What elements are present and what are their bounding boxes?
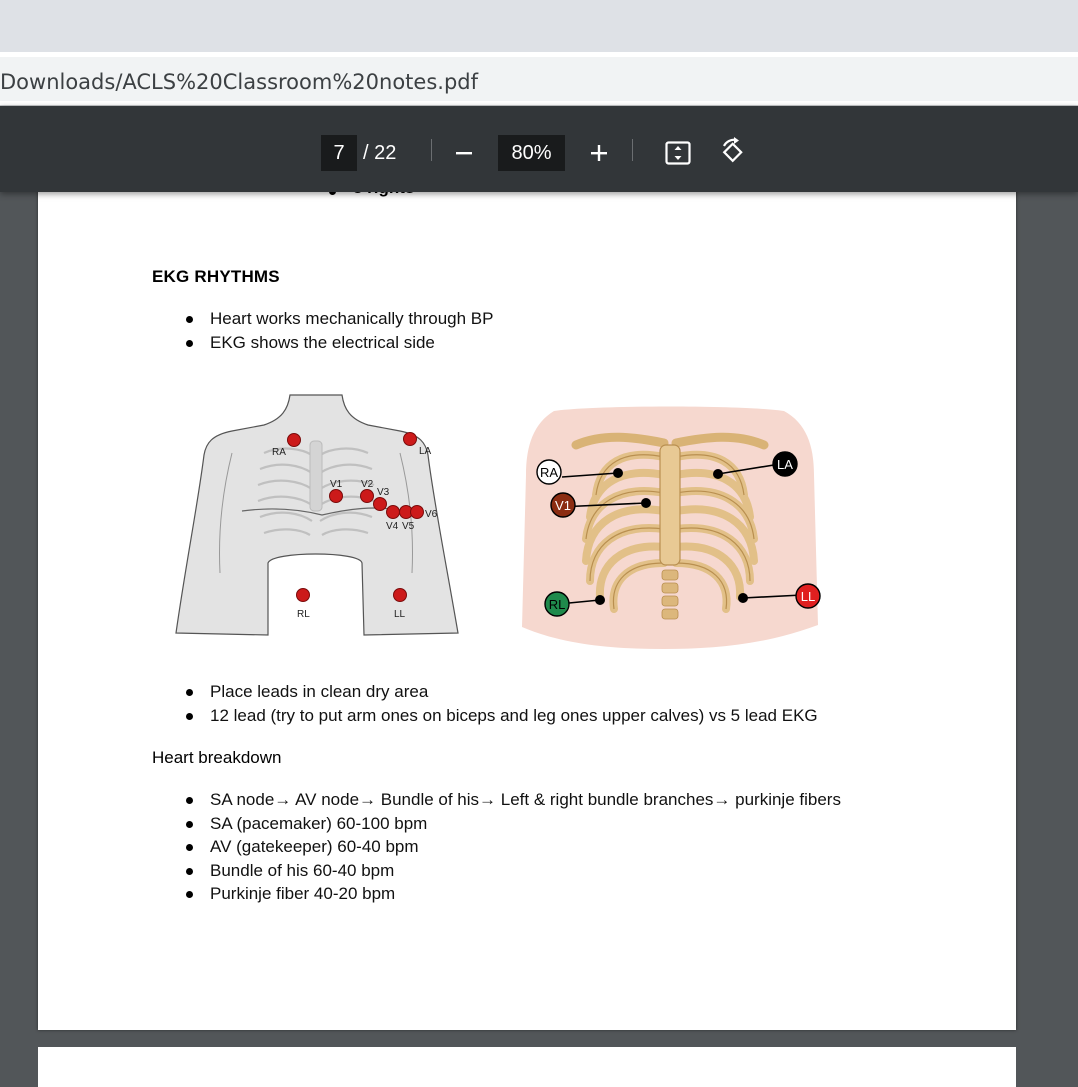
- label-rl: RL: [297, 609, 310, 620]
- page-total: / 22: [363, 142, 397, 164]
- list-item: Purkinje fiber 40-20 bpm: [186, 882, 841, 906]
- zoom-level-input[interactable]: 80%: [498, 135, 565, 171]
- electrode-rl: [297, 589, 310, 602]
- list-item: SA node→ AV node→ Bundle of his→ Left & right bundle branches→ purkinje fibers: [186, 788, 841, 812]
- label-ll: LL: [394, 609, 406, 620]
- pdf-toolbar: [0, 106, 1078, 192]
- list-item: Heart works mechanically through BP: [186, 307, 493, 331]
- toolbar-divider: [632, 139, 633, 161]
- label-v6: V6: [425, 509, 438, 520]
- label-v5: V5: [402, 521, 415, 532]
- electrode-v2: [361, 490, 374, 503]
- rotate-button[interactable]: [714, 133, 750, 171]
- list-item: SA (pacemaker) 60-100 bpm: [186, 812, 841, 836]
- toolbar-divider: [431, 139, 432, 161]
- list-item: AV (gatekeeper) 60-40 bpm: [186, 835, 841, 859]
- lead-rl-label: RL: [548, 597, 566, 612]
- browser-address-bar: [0, 52, 1078, 106]
- ekg-lead-placement-diagram: [172, 393, 462, 640]
- list-item: Place leads in clean dry area: [186, 680, 818, 704]
- electrode-v4: [387, 506, 400, 519]
- lead-v1-label: V1: [555, 498, 571, 513]
- zoom-in-button[interactable]: [585, 135, 613, 171]
- page-number-input[interactable]: 7: [321, 135, 357, 171]
- fit-to-page-icon: [664, 139, 692, 167]
- electrode-v3: [374, 498, 387, 511]
- label-v3: V3: [377, 487, 390, 498]
- plus-icon: [589, 143, 609, 163]
- lead-ll-label: LL: [800, 589, 816, 604]
- electrode-la: [404, 433, 417, 446]
- url-field[interactable]: [0, 57, 1078, 101]
- electrode-ll: [394, 589, 407, 602]
- electrode-v6: [411, 506, 424, 519]
- list-item: Bundle of his 60-40 bpm: [186, 859, 841, 883]
- zoom-out-button[interactable]: [450, 135, 478, 171]
- browser-tab-strip: [0, 0, 1078, 52]
- label-ra: RA: [272, 447, 286, 458]
- heart-breakdown-list: [186, 788, 841, 906]
- url-text[interactable]: Downloads/ACLS%20Classroom%20notes.pdf: [0, 70, 478, 94]
- label-v4: V4: [386, 521, 399, 532]
- list-item: EKG shows the electrical side: [186, 331, 493, 355]
- minus-icon: [454, 143, 474, 163]
- lead-ra-label: RA: [539, 465, 559, 480]
- electrode-v1: [330, 490, 343, 503]
- list-item: 12 lead (try to put arm ones on biceps and leg ones upper calves) vs 5 lead EKG: [186, 704, 818, 728]
- electrode-ra: [288, 434, 301, 447]
- next-pdf-page: [38, 1047, 1016, 1087]
- label-la: LA: [419, 446, 432, 457]
- intro-bullet-list: [186, 307, 493, 354]
- pdf-page: [38, 150, 1016, 1030]
- label-v1: V1: [330, 479, 343, 490]
- lead-la-label: LA: [777, 457, 793, 472]
- section-heading: EKG RHYTHMS: [152, 267, 280, 286]
- subheading: Heart breakdown: [152, 748, 282, 767]
- label-v2: V2: [361, 479, 374, 490]
- fit-to-page-button[interactable]: [661, 135, 695, 171]
- lead-bullet-list: [186, 680, 818, 727]
- rotate-icon: [716, 136, 748, 168]
- five-lead-ribcage-diagram: [514, 405, 826, 655]
